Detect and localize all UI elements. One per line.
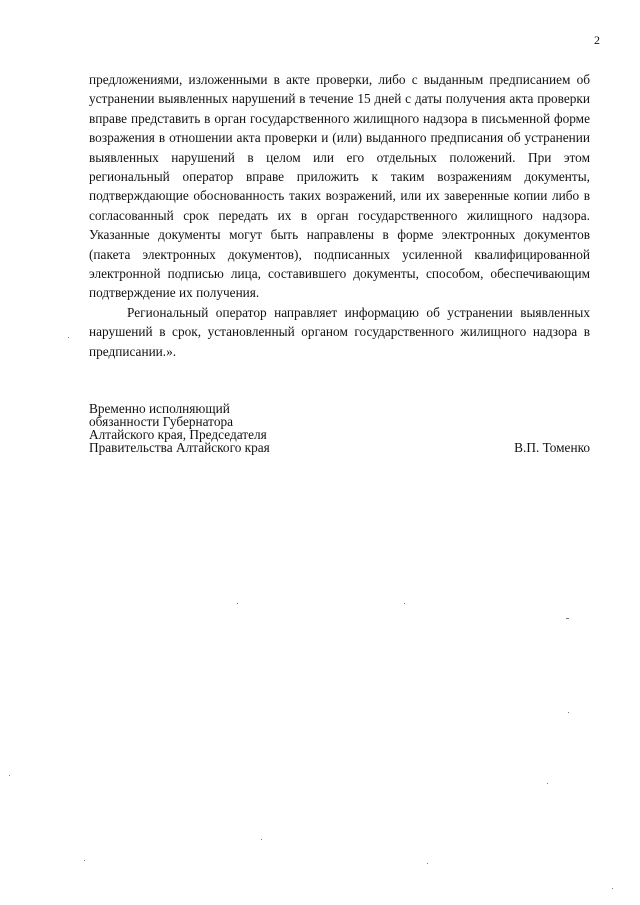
signer-position-line: Временно исполняющий [89,401,230,416]
scan-speck [68,337,69,338]
document-body [89,70,590,361]
signer-position-line: обязанности Губернатора [89,414,234,429]
scan-speck [9,775,10,776]
signature-block [89,402,590,454]
paragraph: Региональный оператор направляет информацию об устранении выявленных нарушений в срок, установленный органом государственного жилищного надзора в предписании.». [89,304,590,359]
signer-position-line: Правительства Алтайского края [89,440,270,455]
page-number: 2 [594,33,600,47]
scan-speck [547,783,548,784]
signer-name: В.П. Томенко [514,440,590,455]
scan-speck [612,888,613,889]
scan-speck [237,603,238,604]
scan-speck [427,863,428,864]
paragraph: предложениями, изложенными в акте проверки, либо с выданным предписанием об устранении выявленных нарушений в течение 15 дней с даты получения акта проверки вправе представить в орган государственного жилищного надзора в письменной форме возражения в отношении акта проверки и (или) выданного предписания об устранении выявленных нарушений в целом или его отдельных положений. При этом региональный оператор вправе приложить к таким возражениям документы, подтверждающие обоснованность таких возражений, или их заверенные копии либо в согласованный срок передать их в орган государственного жилищного надзора. Указанные документы могут быть направлены в форме электронных документов (пакета электронных документов), подписанных усиленной квалифицированной электронной подписью лица, составившего документы, способом, обеспечивающим подтверждение их получения. [89,72,590,301]
scan-speck [566,618,569,619]
scan-speck [261,839,262,840]
scan-speck [568,712,569,713]
scan-speck [404,603,405,604]
scan-speck [84,860,85,861]
signer-position-line: Алтайского края, Председателя [89,427,267,442]
